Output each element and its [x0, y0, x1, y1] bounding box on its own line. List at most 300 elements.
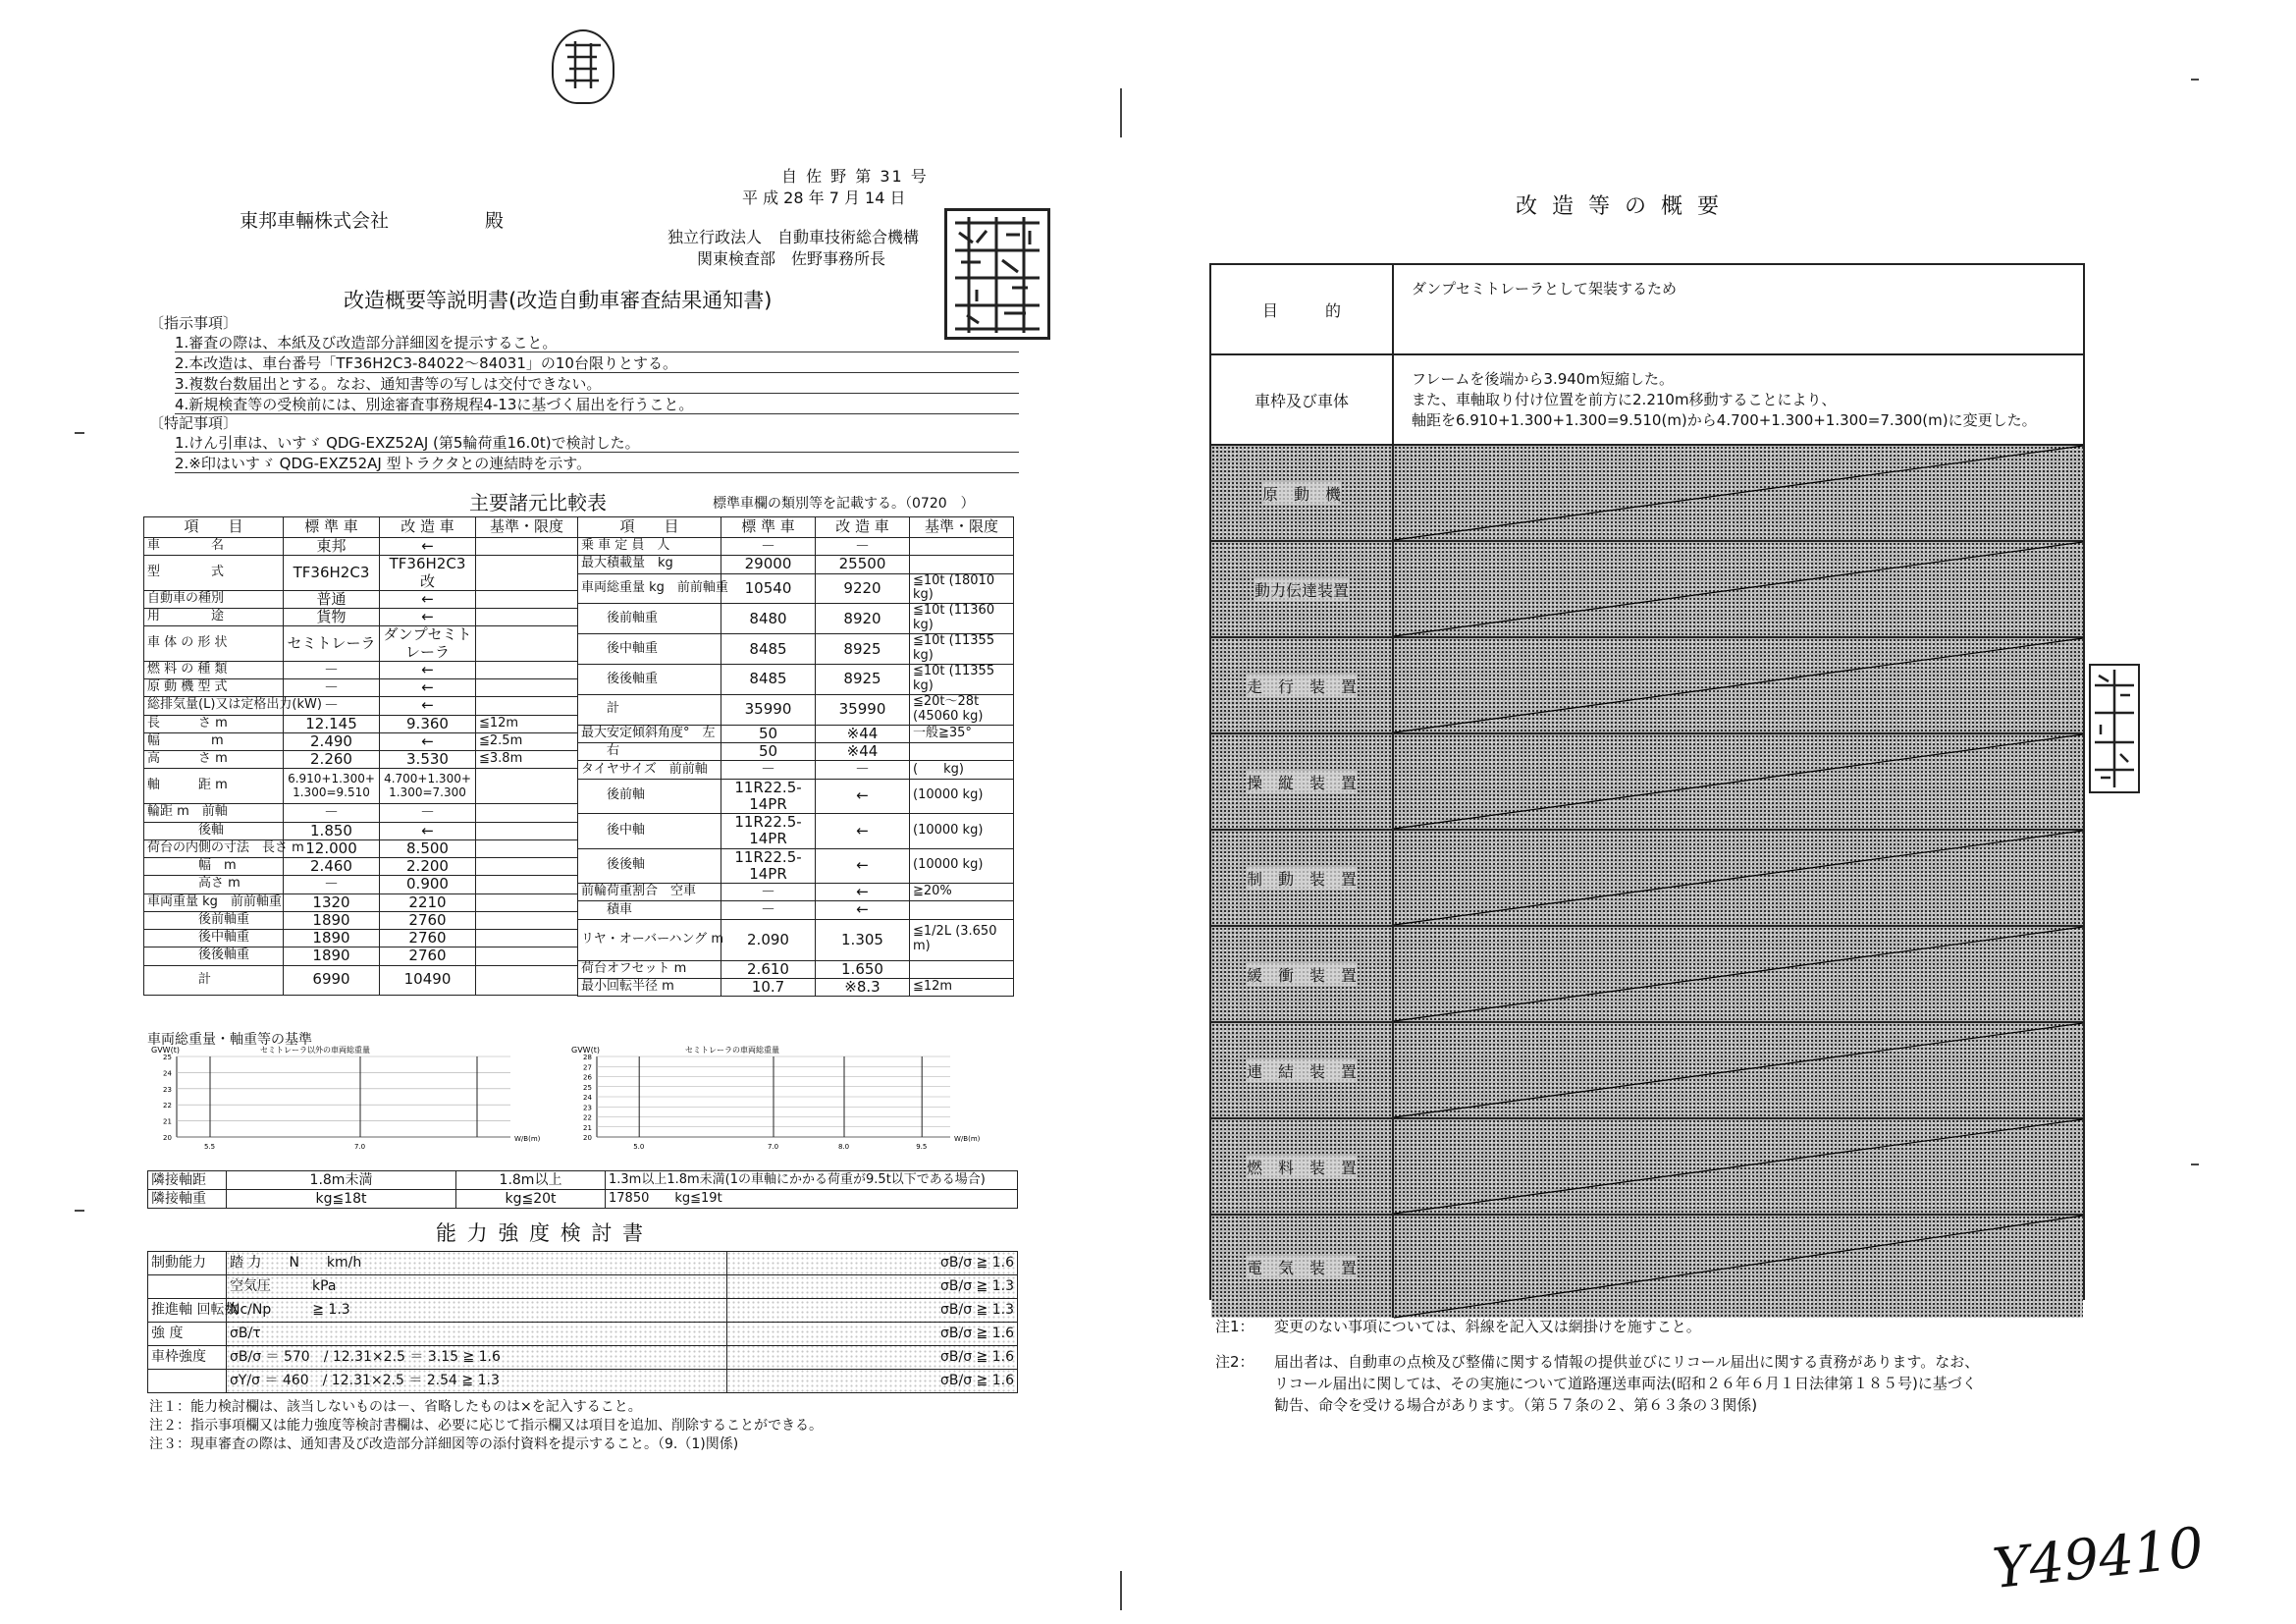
table-row [578, 538, 1014, 556]
modified-cell: ※44 [816, 743, 910, 761]
summary-label [1211, 1216, 1394, 1318]
spec-left-body [144, 538, 578, 996]
row-label: 強 度 [148, 1323, 227, 1346]
summary-label-text: 電 気 装 置 [1247, 1256, 1357, 1278]
modified-cell: ← [380, 732, 476, 750]
chart-non-semitrailer [147, 1043, 569, 1164]
modified-cell: 2760 [380, 911, 476, 929]
limit-cell [476, 858, 578, 876]
standard-cell: － [284, 804, 380, 822]
limit-cell: ≦12m [910, 978, 1014, 996]
instruction-item: 2.本改造は、車台番号「TF36H2C3-84022～84031」の10台限りとする。 [175, 352, 1019, 373]
table-row [144, 769, 578, 804]
spec-table-subtitle: 標準車欄の類別等を記載する。（0720 ） [713, 496, 975, 512]
limit-cell [910, 960, 1014, 978]
item-cell: 長 さ m [144, 715, 284, 732]
summary-label-text: 連 結 装 置 [1247, 1059, 1357, 1082]
adjacent-axle-body [148, 1171, 1018, 1209]
standard-cell: 10540 [721, 573, 816, 604]
crop-mark [1120, 88, 1122, 137]
item-cell: 後中軸重 [144, 930, 284, 947]
capacity-scan-noise [226, 1251, 1017, 1394]
limit-cell [476, 930, 578, 947]
standard-cell: 2.490 [284, 732, 380, 750]
modified-cell: ← [816, 901, 910, 919]
spec-table-left [143, 516, 578, 996]
summary-row [1211, 1023, 2083, 1119]
table-row [144, 911, 578, 929]
item-cell: タイヤサイズ 前前軸 [578, 761, 721, 779]
item-cell: 最大積載量 kg [578, 556, 721, 573]
summary-label-text: 緩 衝 装 置 [1247, 963, 1357, 986]
row-label: 推進軸 回転数 [148, 1299, 227, 1323]
summary-label-text: 燃 料 装 置 [1247, 1156, 1357, 1178]
chart-y-axis-label: GVW(t) [151, 1046, 180, 1055]
summary-row [1211, 542, 2083, 638]
table-row [144, 751, 578, 769]
table-row [144, 965, 578, 995]
standard-cell: 普通 [284, 590, 380, 608]
value-cell: kg≦18t [227, 1190, 456, 1209]
standard-cell: 2.610 [721, 960, 816, 978]
modified-cell: ← [380, 822, 476, 839]
summary-value [1394, 638, 2083, 732]
chart-semitrailer [567, 1043, 1019, 1164]
formula-cell: σB/σ ＝ 570 / 12.31×2.5 ＝ 3.15 ≧ 1.6 [227, 1346, 727, 1370]
item-cell: 軸 距 m [144, 769, 284, 804]
table-row [148, 1171, 1018, 1190]
limit-cell: ≦10t (18010 kg) [910, 573, 1014, 604]
table-row [578, 695, 1014, 726]
limit-cell: ≧20% [910, 884, 1014, 901]
item-cell: 輪距 m 前軸 [144, 804, 284, 822]
chart-y-tick: 22 [163, 1102, 172, 1110]
right-note [1215, 1351, 2079, 1416]
table-row [578, 978, 1014, 996]
summary-label [1211, 1119, 1394, 1214]
table-row [578, 634, 1014, 665]
chart-y-tick: 24 [583, 1094, 592, 1102]
chart-x-tick: 9.5 [916, 1143, 928, 1151]
summary-value [1394, 355, 2083, 444]
standard-cell: 10.7 [721, 978, 816, 996]
modified-cell: 25500 [816, 556, 910, 573]
item-cell: 車両重量 kg 前前軸重 [144, 893, 284, 911]
limit-cell [476, 609, 578, 626]
summary-row [1211, 446, 2083, 542]
instructions-heading: 〔指示事項〕 [149, 314, 239, 332]
limit-cell [476, 893, 578, 911]
item-cell: 積車 [578, 901, 721, 919]
limit-cell [476, 538, 578, 556]
table-row [144, 839, 578, 857]
row-label: 車枠強度 [148, 1346, 227, 1370]
summary-value [1394, 446, 2083, 540]
table-row [578, 901, 1014, 919]
modified-cell: 4.700+1.300+ 1.300=7.300 [380, 769, 476, 804]
modified-cell: 8.500 [380, 839, 476, 857]
limit-cell [476, 556, 578, 591]
spec-table-right [577, 516, 1014, 997]
formula-cell: σY/σ ＝ 460 / 12.31×2.5 ＝ 2.54 ≧ 1.3 [227, 1370, 727, 1393]
standard-cell: － [284, 661, 380, 678]
standard-cell: － [721, 901, 816, 919]
table-row [144, 626, 578, 662]
item-cell: 荷台の内側の寸法 長さ m [144, 839, 284, 857]
summary-label-text: 制 動 装 置 [1247, 867, 1357, 890]
summary-table [1209, 263, 2085, 1300]
footnote: 注２：指示事項欄又は能力強度等検討書欄は、必要に応じて指示欄又は項目を追加、削除することができる。 [149, 1418, 823, 1434]
row-label: 隣接軸重 [148, 1190, 227, 1209]
item-cell: 右 [578, 743, 721, 761]
limit-cell [476, 965, 578, 995]
item-cell: 後前軸重 [578, 604, 721, 634]
item-cell: 後後軸重 [578, 665, 721, 695]
chart-y-tick: 27 [583, 1063, 592, 1072]
modified-cell: ← [380, 661, 476, 678]
formula-cell: 空気圧 kPa [227, 1275, 727, 1299]
standard-cell: 1.850 [284, 822, 380, 839]
limit-cell [476, 626, 578, 662]
summary-rows [1211, 265, 2083, 1318]
instruction-item: 3.複数台数届出とする。なお、通知書等の写しは交付できない。 [175, 373, 1019, 394]
chart-title: セミトレーラ以外の車両総重量 [260, 1046, 370, 1055]
chart-y-tick: 25 [583, 1083, 592, 1092]
table-row [144, 947, 578, 965]
table-row [578, 779, 1014, 814]
standard-cell: 12.145 [284, 715, 380, 732]
ratio-cell: σB/σ ≧ 1.6 [727, 1370, 1018, 1393]
header-cell: 基準・限度 [910, 517, 1014, 538]
table-row [578, 814, 1014, 849]
document-number: 自 佐 野 第 31 号 [781, 167, 929, 186]
item-cell: 荷台オフセット m [578, 960, 721, 978]
table-row [578, 761, 1014, 779]
modified-cell: 8925 [816, 665, 910, 695]
diagonal-strike [1394, 1023, 2083, 1117]
item-cell: 幅 m [144, 858, 284, 876]
chart-y-tick: 23 [583, 1104, 592, 1112]
row-label [148, 1370, 227, 1393]
chart-x-tick: 7.0 [768, 1143, 779, 1151]
note-mark: 注1： [1215, 1318, 1255, 1335]
modified-cell: 3.530 [380, 751, 476, 769]
limit-cell [476, 911, 578, 929]
diagonal-strike [1394, 446, 2083, 540]
table-row [144, 930, 578, 947]
standard-cell: － [284, 697, 380, 715]
summary-value [1394, 1023, 2083, 1117]
header-cell: 標 準 車 [284, 517, 380, 538]
modified-cell: － [380, 804, 476, 822]
chart-y-tick: 20 [163, 1134, 172, 1142]
item-cell: 後軸 [144, 822, 284, 839]
value-cell: kg≦20t [456, 1190, 606, 1209]
item-cell: 車 名 [144, 538, 284, 556]
chart-x-axis-label: W/B(m) [514, 1135, 541, 1143]
limit-cell: (10000 kg) [910, 848, 1014, 884]
standard-cell: 11R22.5-14PR [721, 779, 816, 814]
standard-cell: 1320 [284, 893, 380, 911]
limit-cell: ≦3.8m [476, 751, 578, 769]
right-notes [1215, 1316, 2079, 1416]
standard-cell: 2.090 [721, 919, 816, 960]
table-row [144, 590, 578, 608]
table-row [144, 715, 578, 732]
handwritten-id: Y49410 [1990, 1515, 2207, 1602]
modified-cell: ← [380, 609, 476, 626]
standard-cell: 8485 [721, 665, 816, 695]
summary-row [1211, 638, 2083, 734]
modified-cell: 10490 [380, 965, 476, 995]
formula-cell: 踏 力 N km/h [227, 1252, 727, 1275]
modified-cell: TF36H2C3改 [380, 556, 476, 591]
limit-cell [476, 769, 578, 804]
standard-cell: 東邦 [284, 538, 380, 556]
chart-title: セミトレーラの車両総重量 [685, 1046, 779, 1055]
modified-cell: ← [816, 848, 910, 884]
item-cell: 原 動 機 型 式 [144, 679, 284, 697]
chart-x-tick: 8.0 [838, 1143, 850, 1151]
instructions-list [175, 332, 1019, 414]
limit-cell: ( kg) [910, 761, 1014, 779]
table-row [144, 822, 578, 839]
chart-caption: 車両総重量・軸重等の基準 [147, 1032, 312, 1048]
table-row [144, 679, 578, 697]
standard-cell: 1890 [284, 930, 380, 947]
summary-label [1211, 638, 1394, 732]
modified-cell: ← [380, 679, 476, 697]
modified-cell: 1.650 [816, 960, 910, 978]
limit-cell: (10000 kg) [910, 779, 1014, 814]
standard-cell: － [721, 538, 816, 556]
standard-cell: 50 [721, 743, 816, 761]
table-row [144, 609, 578, 626]
modified-cell: ※8.3 [816, 978, 910, 996]
ratio-cell: σB/σ ≧ 1.6 [727, 1323, 1018, 1346]
note-item: 2.※印はいすゞ QDG-EXZ52AJ 型トラクタとの連結時を示す。 [175, 453, 1019, 473]
summary-title: 改 造 等 の 概 要 [1516, 194, 1723, 219]
item-cell: 乗 車 定 員 人 [578, 538, 721, 556]
item-cell: 用 途 [144, 609, 284, 626]
limit-cell [476, 876, 578, 893]
value-cell: 1.8m以上 [456, 1171, 606, 1190]
note-text: 変更のない事項については、斜線を記入又は網掛けを施すこと。 [1274, 1318, 1701, 1335]
item-cell: 計 [578, 695, 721, 726]
formula-cell: σB/τ [227, 1323, 727, 1346]
diagonal-strike [1394, 542, 2083, 636]
note-text: 届出者は、自動車の点検及び整備に関する情報の提供並びにリコール届出に関する責務があります。なお、 リコール届出に関しては、その実施について道路運送車両法(昭和２６年６月１日法律第１８５号)に基づく 勧告、命令を受ける場合があります。（第５７条の２、第６３条の３関係) [1274, 1353, 1980, 1414]
item-cell: 後中軸 [578, 814, 721, 849]
summary-value [1394, 1216, 2083, 1318]
table-row [578, 604, 1014, 634]
modified-cell: ← [380, 590, 476, 608]
item-cell: 後後軸 [578, 848, 721, 884]
formula-cell: Nc/Np ≧ 1.3 [227, 1299, 727, 1323]
standard-cell: 8480 [721, 604, 816, 634]
standard-cell: 1890 [284, 947, 380, 965]
summary-row [1211, 355, 2083, 446]
table-row [144, 732, 578, 750]
table-row [578, 665, 1014, 695]
limit-cell: ≦12m [476, 715, 578, 732]
modified-cell: 2210 [380, 893, 476, 911]
top-seal-stamp [552, 29, 614, 104]
standard-cell: 6.910+1.300+ 1.300=9.510 [284, 769, 380, 804]
table-row [144, 804, 578, 822]
standard-cell: 29000 [721, 556, 816, 573]
right-note [1215, 1316, 2079, 1337]
notes-heading: 〔特記事項〕 [149, 414, 239, 432]
standard-cell: 6990 [284, 965, 380, 995]
summary-label-text: 原 動 機 [1262, 482, 1341, 505]
official-seal-stamp [944, 208, 1050, 340]
summary-label [1211, 927, 1394, 1021]
table-row [144, 556, 578, 591]
diagonal-strike [1394, 927, 2083, 1021]
limit-cell [476, 679, 578, 697]
footnote: 注３：現車審査の際は、通知書及び改造部分詳細図等の添付資料を提示すること。（9.（1)関係) [149, 1436, 739, 1452]
limit-cell [476, 947, 578, 965]
standard-cell: 11R22.5-14PR [721, 848, 816, 884]
summary-row [1211, 734, 2083, 831]
footnotes [149, 1400, 823, 1456]
modified-cell: 8920 [816, 604, 910, 634]
summary-label [1211, 265, 1394, 353]
limit-cell [910, 743, 1014, 761]
limit-cell: ≦20t～28t (45060 kg) [910, 695, 1014, 726]
header-cell: 基準・限度 [476, 517, 578, 538]
modified-cell: ← [380, 538, 476, 556]
value-cell: 1.3m以上1.8m未満(1の車軸にかかる荷重が9.5t以下である場合) [606, 1171, 1018, 1190]
limit-cell: 一般≧35° [910, 725, 1014, 742]
item-cell: 車 体 の 形 状 [144, 626, 284, 662]
item-cell: 総排気量(L)又は定格出力(kW) [144, 697, 284, 715]
standard-cell: TF36H2C3 [284, 556, 380, 591]
item-cell: 後後軸重 [144, 947, 284, 965]
limit-cell: ≦10t (11360 kg) [910, 604, 1014, 634]
spec-right-body [578, 538, 1014, 997]
limit-cell [910, 901, 1014, 919]
item-cell: 高 さ m [144, 751, 284, 769]
ratio-cell: σB/σ ≧ 1.3 [727, 1299, 1018, 1323]
row-label [148, 1275, 227, 1299]
table-row [144, 893, 578, 911]
summary-row [1211, 1119, 2083, 1216]
modified-cell: ← [816, 779, 910, 814]
summary-value [1394, 927, 2083, 1021]
side-seal-stamp [2089, 664, 2140, 793]
table-row [144, 661, 578, 678]
standard-cell: 12.000 [284, 839, 380, 857]
limit-cell [476, 590, 578, 608]
item-cell: 後前軸 [578, 779, 721, 814]
standard-cell: － [284, 679, 380, 697]
header-cell: 改 造 車 [380, 517, 476, 538]
diagonal-strike [1394, 831, 2083, 925]
diagonal-strike [1394, 734, 2083, 829]
note-item: 1.けん引車は、いすゞ QDG-EXZ52AJ (第5輪荷重16.0t)で検討した。 [175, 432, 1019, 453]
modified-cell: 9220 [816, 573, 910, 604]
table-row [578, 960, 1014, 978]
modified-cell: 1.305 [816, 919, 910, 960]
instruction-item: 4.新規検査等の受検前には、別途審査事務規程4-13に基づく届出を行うこと。 [175, 394, 1019, 414]
item-cell: 後前軸重 [144, 911, 284, 929]
main-title: 改造概要等説明書(改造自動車審査結果通知書) [344, 289, 773, 312]
notes-list [175, 432, 1019, 473]
summary-row [1211, 265, 2083, 355]
item-cell: 幅 m [144, 732, 284, 750]
modified-cell: ダンプセミトレーラ [380, 626, 476, 662]
standard-cell: 貨物 [284, 609, 380, 626]
header-cell: 標 準 車 [721, 517, 816, 538]
chart-y-tick: 24 [163, 1069, 172, 1078]
summary-text: ダンプセミトレーラとして架装するため [1412, 280, 1678, 298]
limit-cell: ≦10t (11355 kg) [910, 634, 1014, 665]
item-cell: リヤ・オーバーハング m [578, 919, 721, 960]
diagonal-strike [1394, 1216, 2083, 1318]
chart-y-tick: 28 [583, 1054, 592, 1061]
summary-label [1211, 542, 1394, 636]
limit-cell: ≦1/2L (3.650 m) [910, 919, 1014, 960]
modified-cell: 2760 [380, 930, 476, 947]
modified-cell: ← [816, 884, 910, 901]
summary-label [1211, 831, 1394, 925]
modified-cell: － [816, 538, 910, 556]
modified-cell: 0.900 [380, 876, 476, 893]
footnote: 注１：能力検討欄は、該当しないものは－、省略したものは×を記入すること。 [149, 1399, 642, 1415]
modified-cell: ← [816, 814, 910, 849]
standard-cell: 50 [721, 725, 816, 742]
crop-mark [1120, 1571, 1122, 1610]
summary-label-text: 操 縦 装 置 [1247, 771, 1357, 793]
item-cell: 高さ m [144, 876, 284, 893]
limit-cell: ≦10t (11355 kg) [910, 665, 1014, 695]
summary-value [1394, 265, 2083, 353]
table-row [578, 725, 1014, 742]
ratio-cell: σB/σ ≧ 1.3 [727, 1275, 1018, 1299]
spec-table-title: 主要諸元比較表 [469, 491, 607, 514]
modified-cell: 2.200 [380, 858, 476, 876]
summary-label-text: 動力伝達装置 [1255, 578, 1349, 601]
summary-value [1394, 734, 2083, 829]
modified-cell: 8925 [816, 634, 910, 665]
table-row [578, 573, 1014, 604]
summary-label-text: 目 的 [1261, 300, 1341, 320]
diagonal-strike [1394, 638, 2083, 732]
item-cell: 前輪荷重割合 空車 [578, 884, 721, 901]
limit-cell: ≦2.5m [476, 732, 578, 750]
header-cell: 項 目 [144, 517, 284, 538]
table-row [578, 884, 1014, 901]
table-row [144, 538, 578, 556]
diagonal-strike [1394, 1119, 2083, 1214]
chart-y-tick: 21 [163, 1117, 172, 1126]
standard-cell: 2.260 [284, 751, 380, 769]
item-cell: 燃 料 の 種 類 [144, 661, 284, 678]
standard-cell: － [721, 884, 816, 901]
modified-cell: ※44 [816, 725, 910, 742]
limit-cell [910, 556, 1014, 573]
value-cell: 1.8m未満 [227, 1171, 456, 1190]
chart-y-tick: 22 [583, 1113, 592, 1122]
ratio-cell: σB/σ ≧ 1.6 [727, 1346, 1018, 1370]
summary-value [1394, 1119, 2083, 1214]
summary-label [1211, 355, 1394, 444]
item-cell: 最小回転半径 m [578, 978, 721, 996]
chart-y-tick: 25 [163, 1054, 172, 1061]
limit-cell [476, 822, 578, 839]
